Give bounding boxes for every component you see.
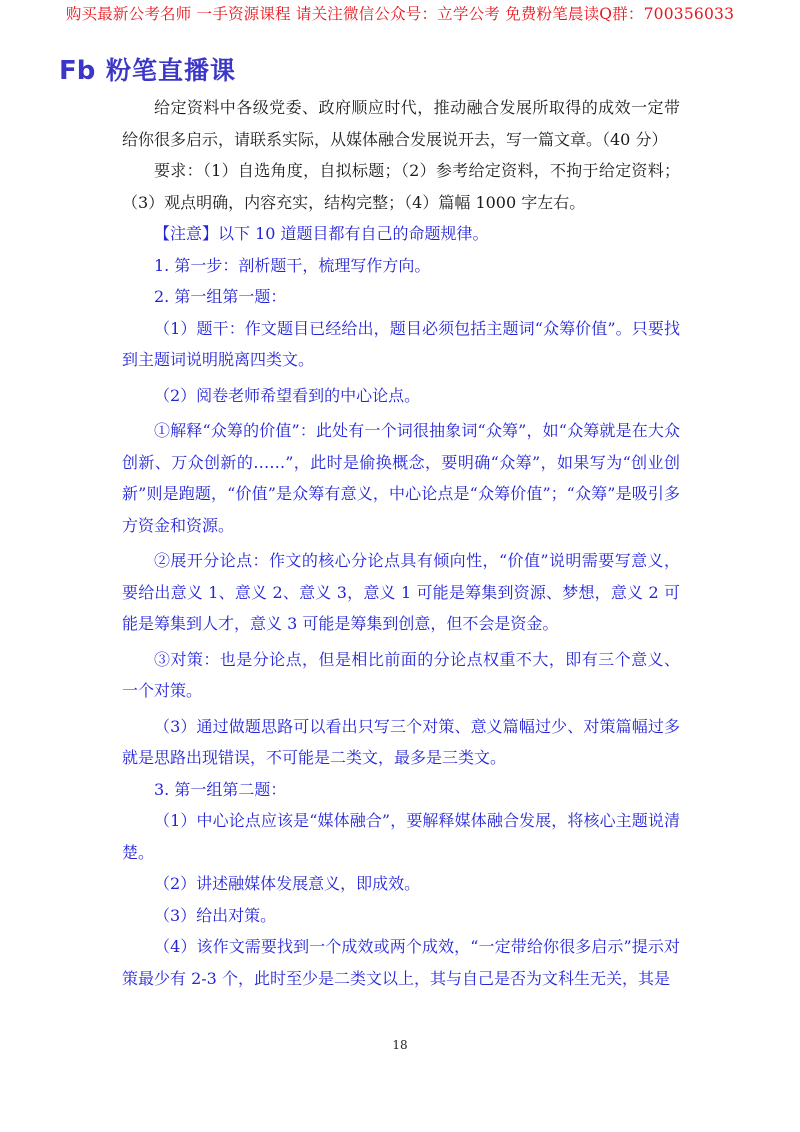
analysis-paragraph: （1）题干：作文题目已经给出，题目必须包括主题词“众筹价值”。只要找到主题词说明脱离四类文。: [122, 318, 680, 369]
top-promo-banner: 购买最新公考名师 一手资源课程 请关注微信公众号：立学公考 免费粉笔晨读Q群：700356033: [65, 5, 735, 23]
analysis-paragraph: （2）讲述融媒体发展意义，即成效。: [154, 874, 421, 893]
analysis-paragraph: （1）中心论点应该是“媒体融合”，要解释媒体融合发展，将核心主题说清楚。: [122, 811, 680, 862]
svg-text:Fb: Fb: [59, 56, 96, 83]
analysis-paragraph: ③对策：也是分论点，但是相比前面的分论点权重不大，即有三个意义、一个对策。: [122, 649, 680, 700]
analysis-paragraph: （2）阅卷老师希望看到的中心论点。: [154, 385, 421, 405]
analysis-heading-group1-q1: 2. 第一组第一题：: [154, 287, 287, 306]
question-prompt: 给定资料中各级党委、政府顺应时代，推动融合发展所取得的成效一定带给你很多启示，请联系实际，从媒体融合发展说开去，写一篇文章。（40 分）: [122, 98, 680, 149]
brand-name: 粉笔直播课: [106, 56, 237, 85]
analysis-note: 【注意】以下 10 道题目都有自己的命题规律。: [154, 224, 489, 243]
page-number: 18: [392, 1038, 408, 1052]
fb-logo-icon: [58, 55, 100, 83]
brand-header: [58, 52, 236, 86]
analysis-paragraph: （4）该作文需要找到一个成效或两个成效，“一定带给你很多启示”提示对策最少有 2-3 个，此时至少是二类文以上，其与自己是否为文科生无关，其是: [122, 937, 680, 988]
analysis-paragraph: （3）通过做题思路可以看出只写三个对策、意义篇幅过少、对策篇幅过多就是思路出现错误，不可能是二类文，最多是三类文。: [122, 716, 680, 767]
analysis-heading-group1-q2: 3. 第一组第二题：: [154, 779, 287, 799]
question-requirements: 要求：（1）自选角度，自拟标题；（2）参考给定资料，不拘于给定资料；（3）观点明确，内容充实，结构完整；（4）篇幅 1000 字左右。: [122, 161, 680, 212]
analysis-paragraph: ②展开分论点：作文的核心分论点具有倾向性，“价值”说明需要写意义，要给出意义 1、意义 2、意义 3，意义 1 可能是筹集到资源、梦想，意义 2 可能是筹集到人才，意义 3 可能是筹集到创意，但不会是资金。: [122, 551, 680, 633]
analysis-paragraph: （3）给出对策。: [154, 905, 277, 925]
analysis-step-1: 1. 第一步：剖析题干，梳理写作方向。: [154, 255, 431, 275]
document-body: [122, 92, 680, 994]
analysis-paragraph: ①解释“众筹的价值”：此处有一个词很抽象词“众筹”，如“众筹就是在大众创新、万众创新的……”，此时是偷换概念，要明确“众筹”，如果写为“创业创新”则是跑题，“价值”是众筹有意义，中心论点是“众筹价值”；“众筹”是吸引多方资金和资源。: [122, 421, 680, 535]
